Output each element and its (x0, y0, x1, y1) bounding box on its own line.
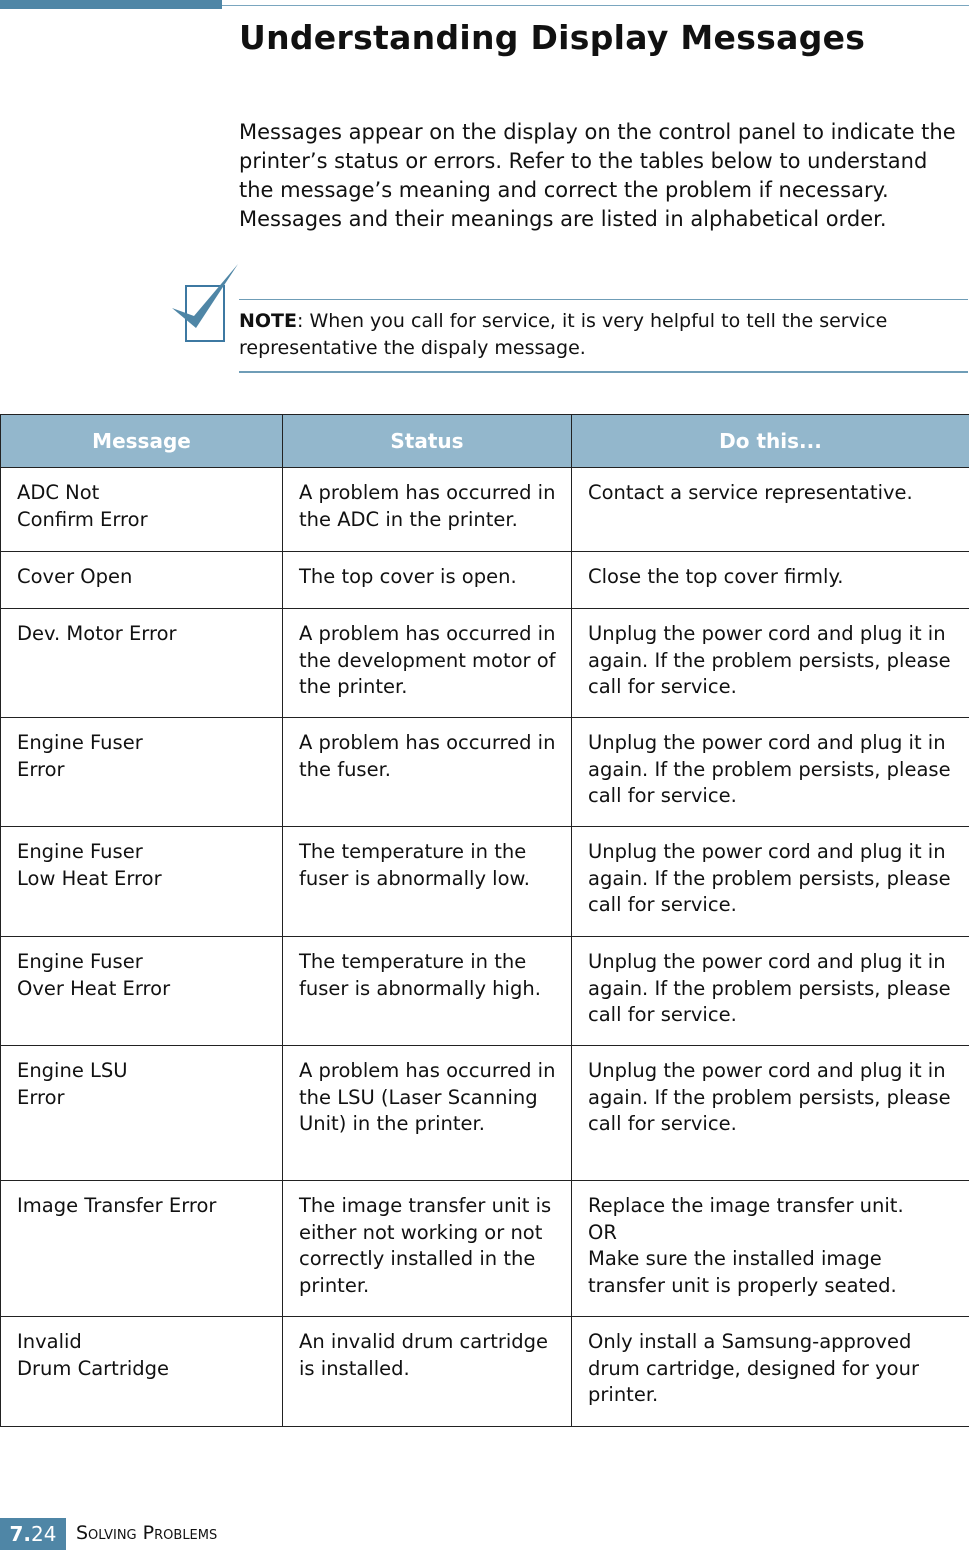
page-number-badge (0, 1518, 66, 1550)
table-row (1, 1181, 969, 1317)
note-rule-top (239, 299, 968, 300)
cell-message: Invalid Drum Cartridge (1, 1317, 283, 1427)
table-row (1, 1046, 969, 1181)
page-title: Understanding Display Messages (239, 18, 866, 57)
cell-status: The temperature in the fuser is abnormally low. (283, 827, 572, 937)
header-rule (222, 5, 969, 6)
cell-message: Image Transfer Error (1, 1181, 283, 1317)
cell-status: An invalid drum cartridge is installed. (283, 1317, 572, 1427)
note-rule-bottom (239, 371, 968, 373)
cell-action: Unplug the power cord and plug it in again. If the problem persists, please call for service. (572, 937, 969, 1046)
checkmark-icon (168, 262, 240, 346)
cell-status: A problem has occurred in the ADC in the printer. (283, 468, 572, 552)
cell-action: Unplug the power cord and plug it in again. If the problem persists, please call for service. (572, 718, 969, 827)
page-number: 24 (31, 1522, 57, 1546)
header-status: Status (283, 415, 572, 468)
table-row (1, 827, 969, 937)
cell-message: Engine Fuser Over Heat Error (1, 937, 283, 1046)
table-row (1, 1317, 969, 1427)
footer-section-title: Solving Problems (76, 1522, 218, 1544)
cell-message: Engine Fuser Low Heat Error (1, 827, 283, 937)
cell-status: A problem has occurred in the fuser. (283, 718, 572, 827)
cell-status: The temperature in the fuser is abnormally high. (283, 937, 572, 1046)
cell-action: Contact a service representative. (572, 468, 969, 552)
cell-action: Unplug the power cord and plug it in again. If the problem persists, please call for service. (572, 827, 969, 937)
cell-status: A problem has occurred in the LSU (Laser Scanning Unit) in the printer. (283, 1046, 572, 1181)
messages-table (0, 414, 969, 1427)
cell-message: Cover Open (1, 552, 283, 609)
table-row (1, 937, 969, 1046)
cell-action: Only install a Samsung-approved drum cartridge, designed for your printer. (572, 1317, 969, 1427)
header-message: Message (1, 415, 283, 468)
note-text: When you call for service, it is very helpful to tell the service representative the dispaly message. (239, 310, 888, 359)
intro-paragraph: Messages appear on the display on the control panel to indicate the printer’s status or errors. Refer to the tables below to understand the message’s meaning and correct the problem if necessary. Messages and their meanings are listed in alphabetical order. (239, 120, 956, 231)
note-label: NOTE (239, 310, 297, 332)
cell-message: Engine LSU Error (1, 1046, 283, 1181)
table-row (1, 552, 969, 609)
cell-action: Replace the image transfer unit. OR Make sure the installed image transfer unit is properly seated. (572, 1181, 969, 1317)
cell-status: The image transfer unit is either not working or not correctly installed in the printer. (283, 1181, 572, 1317)
note-paragraph (239, 308, 967, 362)
table-row (1, 468, 969, 552)
cell-action: Unplug the power cord and plug it in again. If the problem persists, please call for service. (572, 609, 969, 718)
cell-action: Close the top cover firmly. (572, 552, 969, 609)
cell-status: The top cover is open. (283, 552, 572, 609)
cell-message: ADC Not Confirm Error (1, 468, 283, 552)
header-action: Do this... (572, 415, 969, 468)
note-separator: : (297, 310, 310, 332)
table-row (1, 718, 969, 827)
cell-status: A problem has occurred in the development motor of the printer. (283, 609, 572, 718)
header-accent-bar (0, 0, 222, 9)
table-header-row (1, 415, 969, 468)
table-row (1, 609, 969, 718)
cell-message: Dev. Motor Error (1, 609, 283, 718)
chapter-number: 7. (9, 1522, 32, 1546)
cell-action: Unplug the power cord and plug it in again. If the problem persists, please call for service. (572, 1046, 969, 1181)
cell-message: Engine Fuser Error (1, 718, 283, 827)
